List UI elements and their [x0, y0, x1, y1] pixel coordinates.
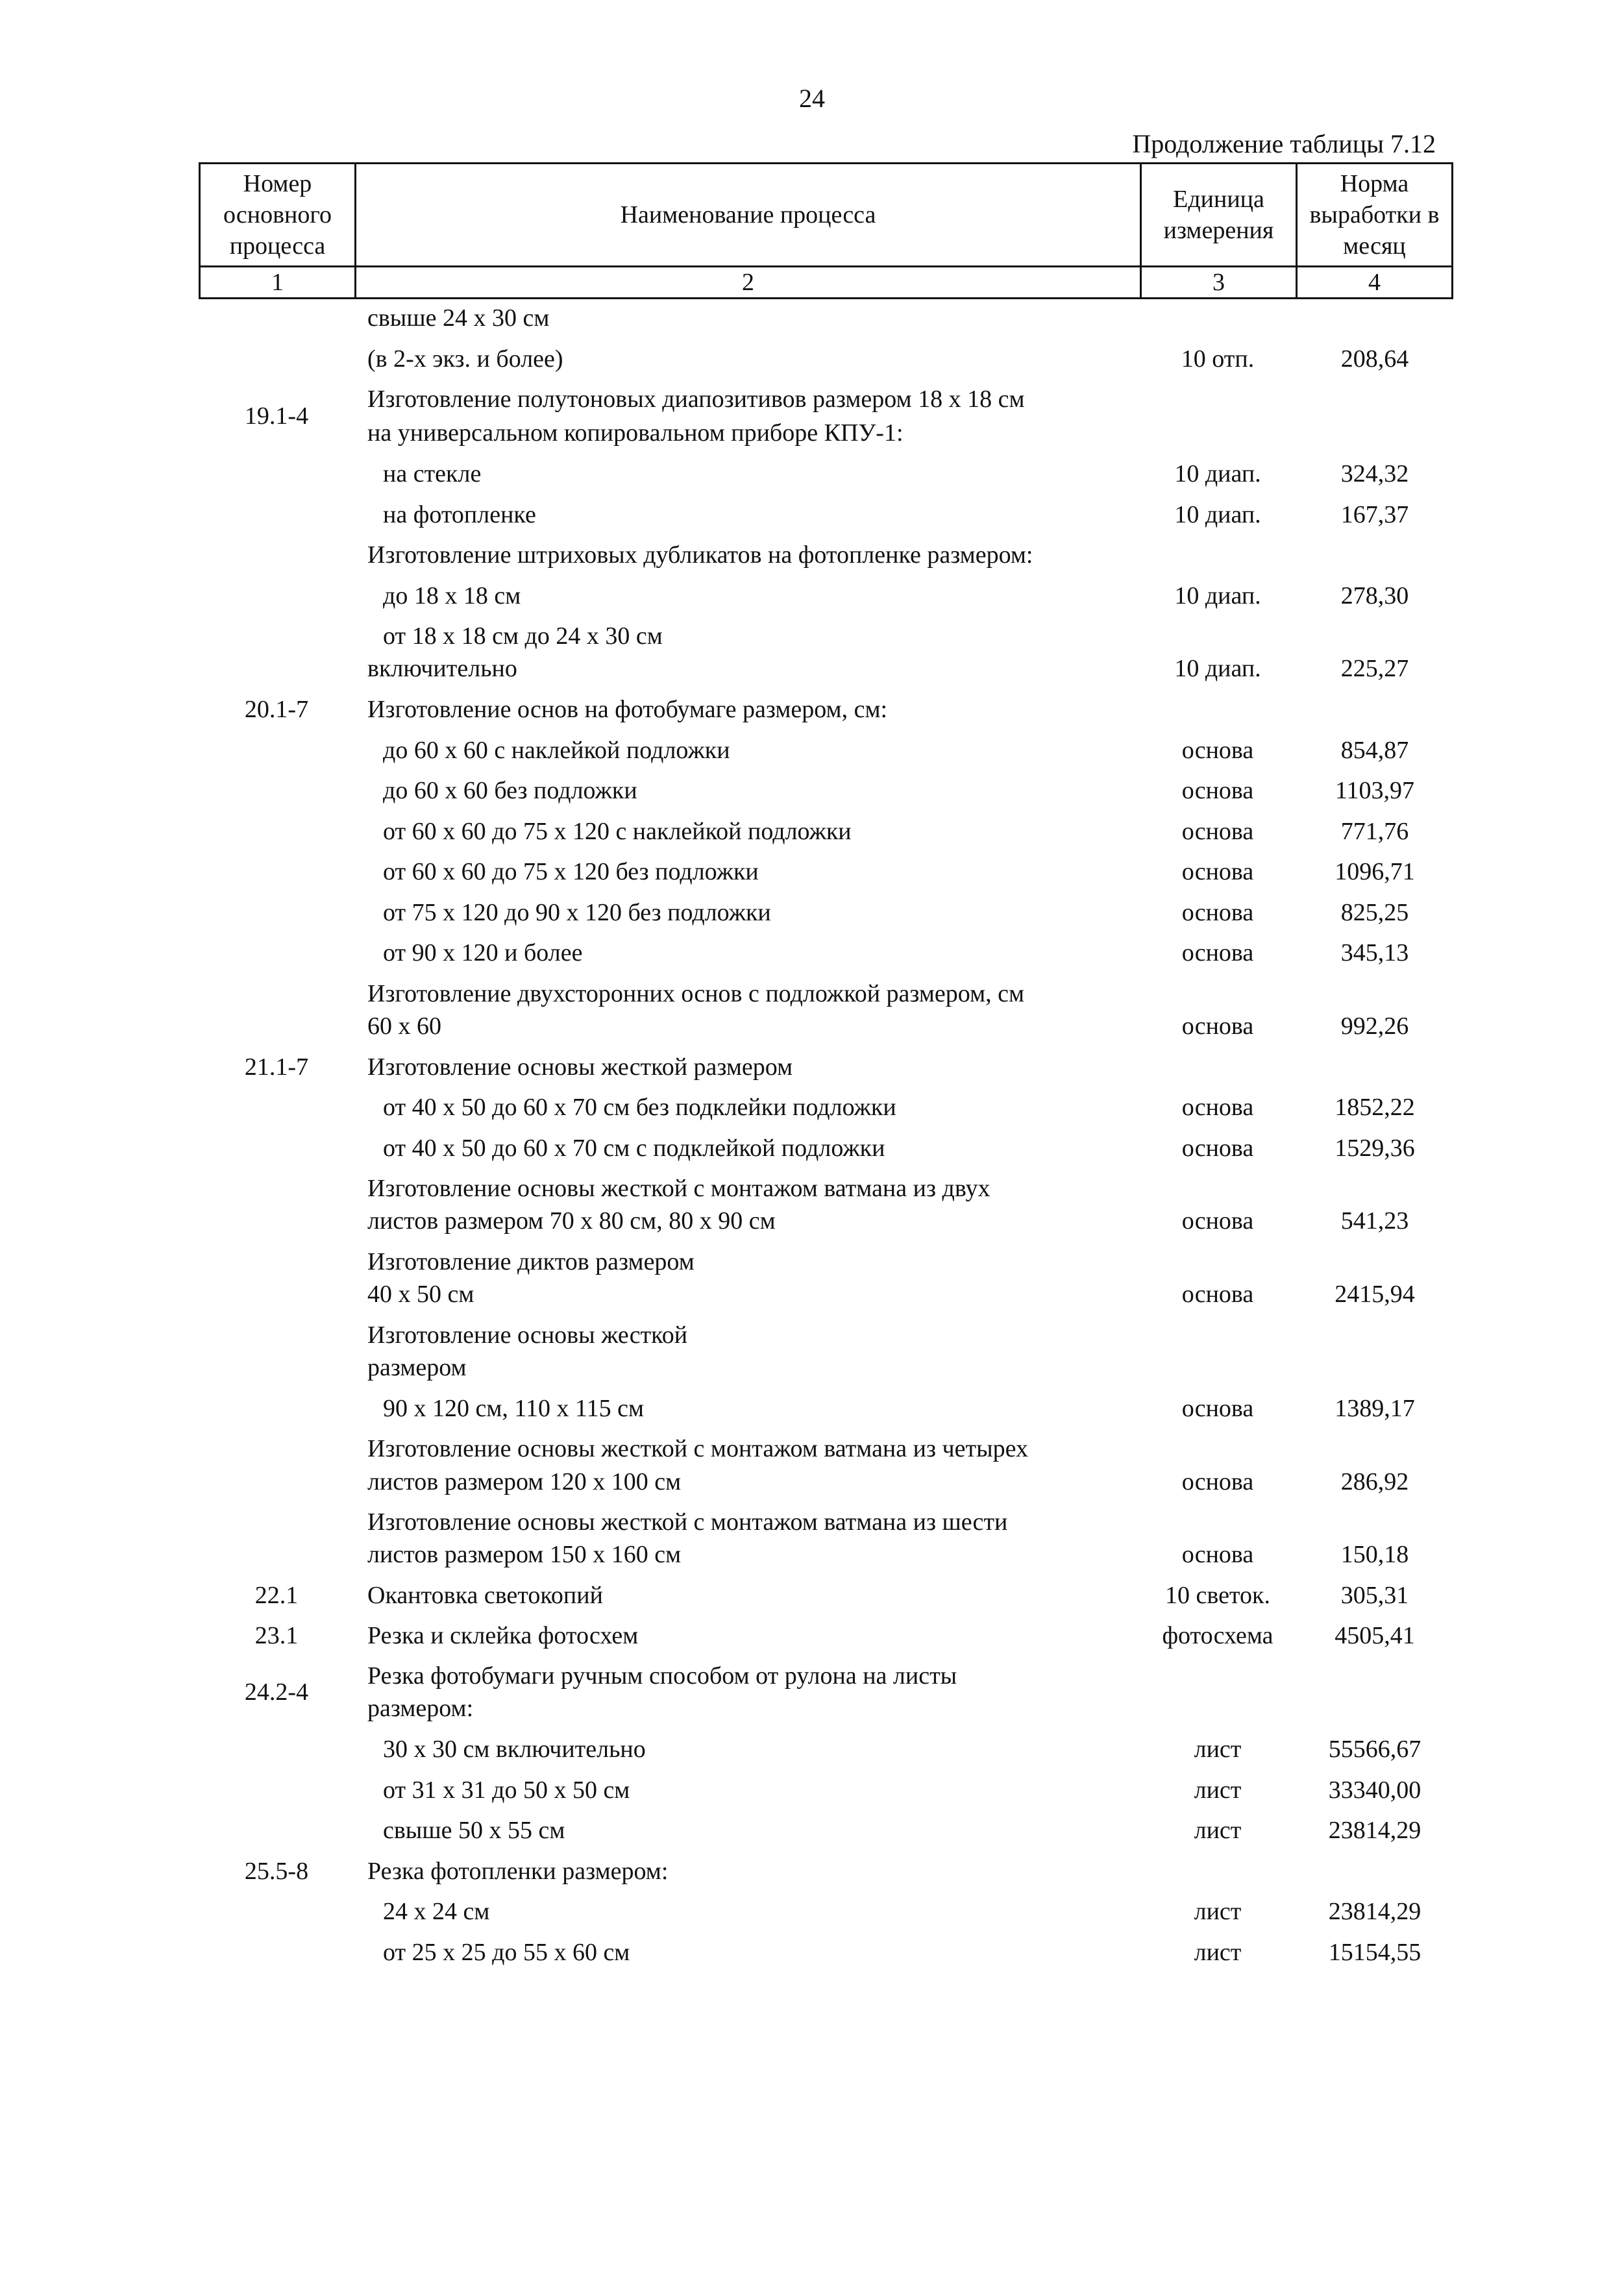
header-col-number-3: 3 [1141, 267, 1297, 299]
unit-of-measure: основа [1181, 1395, 1254, 1422]
unit-of-measure: 10 диап. [1174, 460, 1261, 487]
unit-of-measure: основа [1181, 1468, 1254, 1495]
process-name: на фотопленке [383, 501, 536, 528]
unit-of-measure: основа [1181, 939, 1254, 966]
unit-of-measure: основа [1181, 858, 1254, 885]
monthly-norm: 23814,29 [1328, 1817, 1421, 1844]
unit-of-measure: 10 диап. [1174, 655, 1261, 682]
monthly-norm: 278,30 [1340, 582, 1409, 609]
monthly-norm: 150,18 [1340, 1541, 1409, 1568]
process-name: до 60 х 60 с наклейкой подложки [383, 737, 730, 764]
process-name: Изготовление основы жесткой [367, 1321, 688, 1349]
monthly-norm: 345,13 [1340, 939, 1409, 966]
process-name: свыше 24 х 30 см [367, 304, 550, 332]
process-name: 24 х 24 см [383, 1898, 490, 1925]
process-number: 23.1 [254, 1622, 299, 1649]
monthly-norm: 23814,29 [1328, 1898, 1421, 1925]
monthly-norm: 1096,71 [1335, 858, 1415, 885]
process-number: 25.5-8 [244, 1858, 309, 1885]
monthly-norm: 854,87 [1340, 737, 1409, 764]
monthly-norm: 167,37 [1340, 501, 1409, 528]
process-name: 60 х 60 [367, 1013, 441, 1040]
process-name: Изготовление основы жесткой с монтажом ватмана из двух [367, 1175, 990, 1202]
process-number: 24.2-4 [244, 1678, 309, 1706]
process-name: 40 х 50 см [367, 1281, 474, 1308]
process-name: 90 х 120 см, 110 х 115 см [383, 1395, 645, 1422]
unit-of-measure: основа [1181, 1094, 1254, 1121]
monthly-norm: 286,92 [1340, 1468, 1409, 1495]
process-number: 19.1-4 [244, 402, 309, 430]
process-name: 30 х 30 см включительно [383, 1736, 646, 1763]
process-name: Изготовление основы жесткой с монтажом ватмана из четырех [367, 1435, 1028, 1462]
process-name: свыше 50 х 55 см [383, 1817, 565, 1844]
process-name: Изготовление диктов размером [367, 1248, 695, 1275]
process-name: от 90 х 120 и более [383, 939, 583, 966]
monthly-norm: 4505,41 [1335, 1622, 1415, 1649]
monthly-norm: 324,32 [1340, 460, 1409, 487]
process-name: листов размером 150 х 160 см [367, 1541, 682, 1568]
unit-of-measure: основа [1181, 818, 1254, 845]
header-process-number: Номер основного процесса [200, 164, 356, 267]
process-name: от 60 х 60 до 75 х 120 без подложки [383, 858, 759, 885]
process-name: Изготовление основы жесткой с монтажом ватмана из шести [367, 1508, 1008, 1536]
header-col-number-1: 1 [200, 267, 356, 299]
unit-of-measure: основа [1181, 1281, 1254, 1308]
unit-of-measure: 10 диап. [1174, 582, 1261, 609]
table-caption: Продолжение таблицы 7.12 [1132, 129, 1436, 158]
process-name: от 60 х 60 до 75 х 120 с наклейкой подложки [383, 818, 852, 845]
process-name: Изготовление штриховых дубликатов на фотопленке размером: [367, 541, 1033, 569]
unit-of-measure: основа [1181, 777, 1254, 804]
process-name: Резка фотобумаги ручным способом от рулона на листы [367, 1662, 957, 1690]
monthly-norm: 1529,36 [1335, 1135, 1415, 1162]
unit-of-measure: основа [1181, 1013, 1254, 1040]
monthly-norm: 2415,94 [1335, 1281, 1415, 1308]
monthly-norm: 1389,17 [1335, 1395, 1415, 1422]
process-name: от 25 х 25 до 55 х 60 см [383, 1939, 630, 1966]
process-name: от 40 х 50 до 60 х 70 см с подклейкой подложки [383, 1135, 885, 1162]
header-col-number-4: 4 [1297, 267, 1453, 299]
process-name: (в 2-х экз. и более) [367, 345, 563, 373]
process-name: листов размером 70 х 80 см, 80 х 90 см [367, 1207, 776, 1235]
unit-of-measure: основа [1181, 1541, 1254, 1568]
process-name: Окантовка светокопий [367, 1582, 603, 1609]
process-name: листов размером 120 х 100 см [367, 1468, 682, 1495]
header-process-name: Наименование процесса [356, 164, 1141, 267]
unit-of-measure: основа [1181, 899, 1254, 926]
monthly-norm: 305,31 [1340, 1582, 1409, 1609]
unit-of-measure: 10 отп. [1181, 345, 1255, 373]
process-name: включительно [367, 655, 517, 682]
process-name: до 60 х 60 без подложки [383, 777, 637, 804]
unit-of-measure: лист [1194, 1817, 1242, 1844]
process-name: от 18 х 18 см до 24 х 30 см [383, 622, 663, 650]
page-number: 24 [799, 84, 825, 113]
process-name: Изготовление основ на фотобумаге размером, см: [367, 696, 888, 723]
monthly-norm: 541,23 [1340, 1207, 1409, 1235]
unit-of-measure: основа [1181, 737, 1254, 764]
unit-of-measure: лист [1194, 1776, 1242, 1804]
header-monthly-norm: Норма выработки в месяц [1297, 164, 1453, 267]
process-number: 20.1-7 [244, 696, 309, 723]
process-name: на универсальном копировальном приборе КПУ-1: [367, 419, 904, 447]
monthly-norm: 225,27 [1340, 655, 1409, 682]
process-name: на стекле [383, 460, 482, 487]
unit-of-measure: 10 светок. [1164, 1582, 1271, 1609]
monthly-norm: 208,64 [1340, 345, 1409, 373]
process-name: размером [367, 1354, 467, 1381]
process-number: 21.1-7 [244, 1053, 309, 1081]
process-name: Резка фотопленки размером: [367, 1858, 669, 1885]
monthly-norm: 33340,00 [1328, 1776, 1421, 1804]
header-unit: Единица измерения [1141, 164, 1297, 267]
process-name: от 31 х 31 до 50 х 50 см [383, 1776, 630, 1804]
unit-of-measure: основа [1181, 1135, 1254, 1162]
monthly-norm: 992,26 [1340, 1013, 1409, 1040]
unit-of-measure: лист [1194, 1736, 1242, 1763]
unit-of-measure: основа [1181, 1207, 1254, 1235]
monthly-norm: 1103,97 [1335, 777, 1415, 804]
monthly-norm: 825,25 [1340, 899, 1409, 926]
unit-of-measure: лист [1194, 1939, 1242, 1966]
process-name: размером: [367, 1695, 474, 1722]
monthly-norm: 55566,67 [1328, 1736, 1421, 1763]
unit-of-measure: фотосхема [1162, 1622, 1273, 1649]
unit-of-measure: лист [1194, 1898, 1242, 1925]
process-name: Изготовление основы жесткой размером [367, 1053, 793, 1081]
header-col-number-2: 2 [356, 267, 1141, 299]
process-name: до 18 х 18 см [383, 582, 521, 609]
process-name: от 75 х 120 до 90 х 120 без подложки [383, 899, 771, 926]
monthly-norm: 15154,55 [1328, 1939, 1421, 1966]
table-header [199, 162, 1453, 299]
process-name: Изготовление полутоновых диапозитивов размером 18 х 18 см [367, 386, 1025, 413]
process-name: от 40 х 50 до 60 х 70 см без подклейки подложки [383, 1094, 896, 1121]
monthly-norm: 771,76 [1340, 818, 1409, 845]
unit-of-measure: 10 диап. [1174, 501, 1261, 528]
monthly-norm: 1852,22 [1335, 1094, 1415, 1121]
process-number: 22.1 [254, 1582, 299, 1609]
process-name: Резка и склейка фотосхем [367, 1622, 639, 1649]
process-name: Изготовление двухсторонних основ с подложкой размером, см [367, 980, 1025, 1007]
